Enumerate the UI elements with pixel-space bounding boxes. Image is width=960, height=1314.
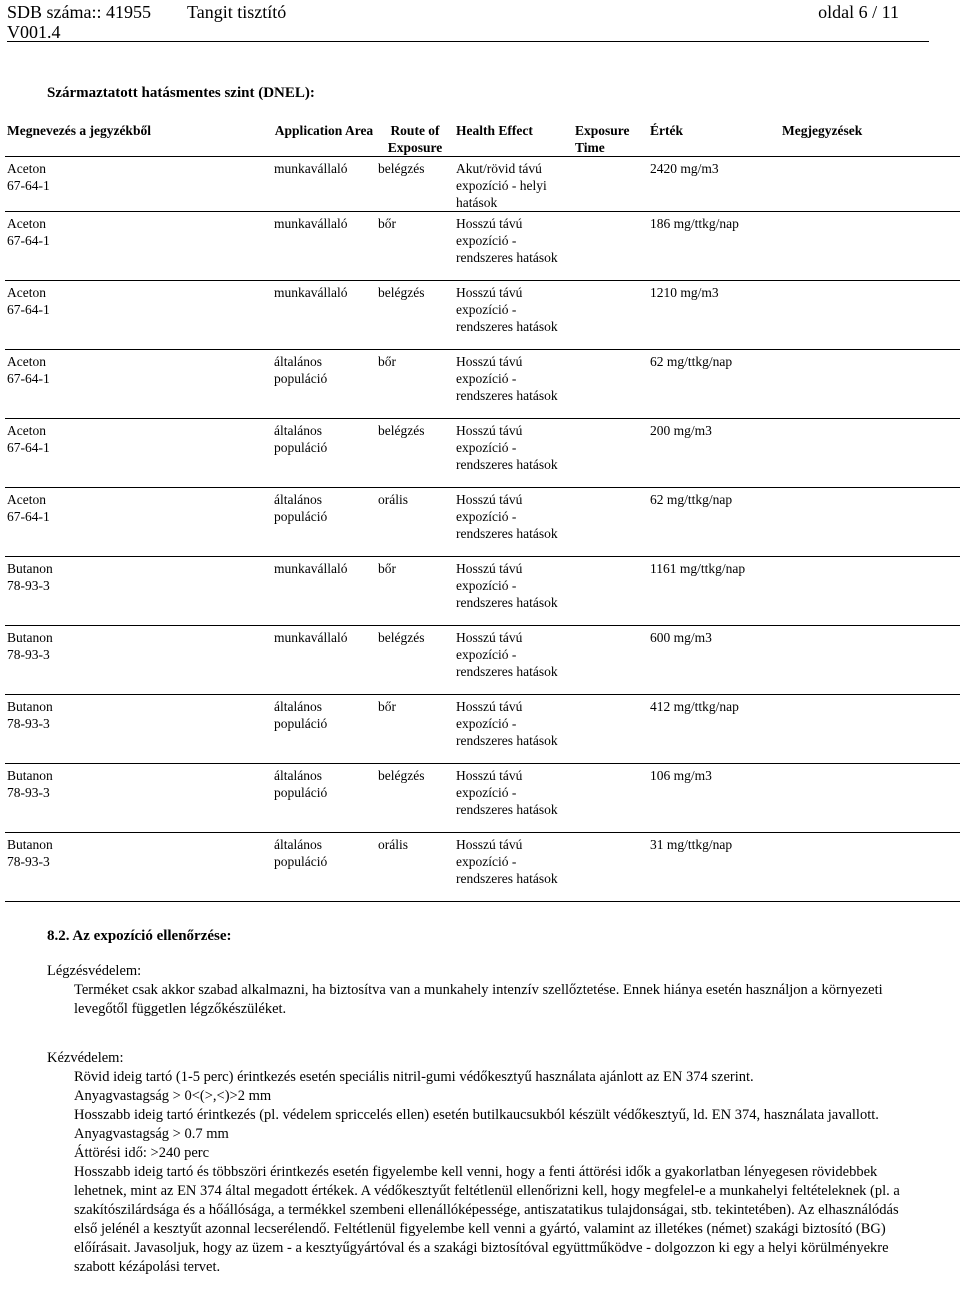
row-health-effect: Hosszú távú expozíció - rendszeres hatások xyxy=(456,561,558,610)
row-substance xyxy=(5,695,272,764)
row-value: 2420 mg/m3 xyxy=(650,161,719,176)
substance-name: Aceton xyxy=(7,285,46,300)
sdb-number: SDB száma:: 41955 xyxy=(7,2,151,22)
row-value: 412 mg/ttkg/nap xyxy=(650,699,739,714)
row-remarks xyxy=(780,695,960,764)
row-health-effect: Hosszú távú expozíció - rendszeres hatások xyxy=(456,630,558,679)
row-application-area: munkavállaló xyxy=(274,216,348,231)
row-exposure-time xyxy=(573,488,648,557)
substance-name: Butanon xyxy=(7,768,53,783)
row-health-effect: Akut/rövid távú expozíció - helyi hatások xyxy=(456,161,547,210)
table-row xyxy=(5,212,960,281)
row-substance xyxy=(5,626,272,695)
row-application-area: általános populáció xyxy=(274,354,328,386)
row-route-of-exposure: orális xyxy=(378,492,408,507)
row-health-effect: Hosszú távú expozíció - rendszeres hatások xyxy=(456,699,558,748)
header-health-effect: Health Effect xyxy=(456,123,533,138)
row-health-effect: Hosszú távú expozíció - rendszeres hatások xyxy=(456,492,558,541)
row-substance xyxy=(5,419,272,488)
row-substance xyxy=(5,488,272,557)
cas-number: 78-93-3 xyxy=(7,785,50,800)
row-health-effect: Hosszú távú expozíció - rendszeres hatások xyxy=(456,354,558,403)
dnel-table xyxy=(5,121,960,902)
respiratory-protection xyxy=(47,962,907,1019)
row-exposure-time xyxy=(573,833,648,902)
table-row xyxy=(5,557,960,626)
row-remarks xyxy=(780,419,960,488)
table-row xyxy=(5,157,960,212)
version-label: V001.4 xyxy=(7,22,61,42)
cas-number: 67-64-1 xyxy=(7,509,50,524)
row-health-effect: Hosszú távú expozíció - rendszeres hatások xyxy=(456,768,558,817)
hand-line: Anyagvastagság > 0.7 mm xyxy=(74,1126,229,1142)
header-route-of-exposure: Route of Exposure xyxy=(387,123,443,155)
cas-number: 78-93-3 xyxy=(7,716,50,731)
table-row xyxy=(5,419,960,488)
row-application-area: általános populáció xyxy=(274,837,328,869)
respiratory-text: Terméket csak akkor szabad alkalmazni, ha biztosítva van a munkahely intenzív szellőztetése. Ennek hiánya esetén használjon a környezeti levegőtől független légzőkészüléket. xyxy=(74,982,883,1017)
row-remarks xyxy=(780,350,960,419)
row-substance xyxy=(5,157,272,212)
page-header xyxy=(5,0,925,44)
substance-name: Butanon xyxy=(7,837,53,852)
table-row xyxy=(5,281,960,350)
row-application-area: általános populáció xyxy=(274,768,328,800)
header-application-area: Application Area xyxy=(274,123,374,138)
row-value: 62 mg/ttkg/nap xyxy=(650,492,733,507)
row-route-of-exposure: belégzés xyxy=(378,630,425,645)
hand-line: Hosszabb ideig tartó érintkezés (pl. védelem spriccelés ellen) esetén butilkaucsukból készült védőkesztyű, ld. EN 374, használata javallott. xyxy=(74,1107,879,1123)
row-exposure-time xyxy=(573,281,648,350)
substance-name: Aceton xyxy=(7,423,46,438)
header-exposure-time: Exposure Time xyxy=(575,123,630,155)
substance-name: Butanon xyxy=(7,699,53,714)
row-value: 600 mg/m3 xyxy=(650,630,712,645)
hand-line: Hosszabb ideig tartó és többszöri érintkezés esetén figyelembe kell venni, hogy a fenti áttörési idők a gyakorlatban lényegesen rövidebbek lehetnek, mint az EN 374 által megadott értékek. A védőkesztyűt feltétlenül ellenőrizni kell, hogy megfelel-e a munkahelyi feltételeknek (pl. a szakítószilárdsága és a hőállósága, a termékkel szembeni ellenállóképessége, antiszatatikus tulajdonságai, stb. tekintetében). Az elhasználódás első jelénél a kesztyűt azonnal lecserélendő. Feltétlenül figyelembe kell venni a gyártó, valamint az illetékes (német) szakági biztosító (BG) előírásait. Javasoljuk, hogy az üzem - a kesztyűgyártóval és a szakági biztosítóval együttműködve - dolgozzon ki egy a helyi körülményekre szabott kézápolási tervet. xyxy=(74,1164,900,1275)
table-row xyxy=(5,488,960,557)
substance-name: Butanon xyxy=(7,630,53,645)
hand-line: Anyagvastagság > 0<(>,<)>2 mm xyxy=(74,1088,272,1104)
exposure-control-title: 8.2. Az expozíció ellenőrzése: xyxy=(47,928,232,944)
cas-number: 67-64-1 xyxy=(7,371,50,386)
hand-line: Áttörési idő: >240 perc xyxy=(74,1145,210,1161)
row-route-of-exposure: bőr xyxy=(378,561,396,576)
row-route-of-exposure: belégzés xyxy=(378,161,425,176)
page-number: oldal 6 / 11 xyxy=(818,2,899,22)
table-row xyxy=(5,833,960,902)
row-value: 62 mg/ttkg/nap xyxy=(650,354,733,369)
cas-number: 67-64-1 xyxy=(7,440,50,455)
row-exposure-time xyxy=(573,557,648,626)
row-route-of-exposure: bőr xyxy=(378,699,396,714)
row-health-effect: Hosszú távú expozíció - rendszeres hatások xyxy=(456,837,558,886)
substance-name: Aceton xyxy=(7,354,46,369)
dnel-section-title: Származtatott hatásmentes szint (DNEL): xyxy=(47,85,315,101)
row-application-area: munkavállaló xyxy=(274,630,348,645)
row-remarks xyxy=(780,833,960,902)
row-application-area: munkavállaló xyxy=(274,561,348,576)
row-value: 106 mg/m3 xyxy=(650,768,712,783)
row-route-of-exposure: orális xyxy=(378,837,408,852)
row-value: 31 mg/ttkg/nap xyxy=(650,837,733,852)
cas-number: 67-64-1 xyxy=(7,302,50,317)
hand-line: Rövid ideig tartó (1-5 perc) érintkezés esetén speciális nitril-gumi védőkesztyű használata ajánlott az EN 374 szerint. xyxy=(74,1069,754,1085)
row-route-of-exposure: belégzés xyxy=(378,423,425,438)
hand-label: Kézvédelem: xyxy=(47,1050,124,1066)
row-health-effect: Hosszú távú expozíció - rendszeres hatások xyxy=(456,216,558,265)
row-substance xyxy=(5,557,272,626)
row-health-effect: Hosszú távú expozíció - rendszeres hatások xyxy=(456,423,558,472)
substance-name: Aceton xyxy=(7,492,46,507)
cas-number: 78-93-3 xyxy=(7,854,50,869)
row-value: 186 mg/ttkg/nap xyxy=(650,216,739,231)
cas-number: 78-93-3 xyxy=(7,647,50,662)
row-application-area: általános populáció xyxy=(274,423,328,455)
row-remarks xyxy=(780,212,960,281)
header-name: Megnevezés a jegyzékből xyxy=(7,123,151,138)
row-value: 1161 mg/ttkg/nap xyxy=(650,561,746,576)
row-remarks xyxy=(780,626,960,695)
row-substance xyxy=(5,212,272,281)
row-value: 200 mg/m3 xyxy=(650,423,712,438)
row-exposure-time xyxy=(573,350,648,419)
cas-number: 67-64-1 xyxy=(7,233,50,248)
substance-name: Aceton xyxy=(7,161,46,176)
table-row xyxy=(5,350,960,419)
respiratory-label: Légzésvédelem: xyxy=(47,963,142,979)
row-remarks xyxy=(780,557,960,626)
row-remarks xyxy=(780,281,960,350)
row-remarks xyxy=(780,157,960,212)
substance-name: Butanon xyxy=(7,561,53,576)
row-application-area: általános populáció xyxy=(274,492,328,524)
row-exposure-time xyxy=(573,212,648,281)
row-remarks xyxy=(780,764,960,833)
product-title: Tangit tisztító xyxy=(187,2,287,22)
row-substance xyxy=(5,764,272,833)
row-health-effect: Hosszú távú expozíció - rendszeres hatások xyxy=(456,285,558,334)
table-row xyxy=(5,764,960,833)
dnel-table-body xyxy=(5,157,960,902)
cas-number: 67-64-1 xyxy=(7,178,50,193)
row-substance xyxy=(5,281,272,350)
cas-number: 78-93-3 xyxy=(7,578,50,593)
row-remarks xyxy=(780,488,960,557)
header-remarks: Megjegyzések xyxy=(782,123,863,138)
row-value: 1210 mg/m3 xyxy=(650,285,719,300)
table-header-row xyxy=(5,121,960,157)
row-route-of-exposure: belégzés xyxy=(378,285,425,300)
hand-protection xyxy=(47,1049,907,1277)
row-substance xyxy=(5,833,272,902)
row-exposure-time xyxy=(573,764,648,833)
header-value: Érték xyxy=(650,123,683,138)
substance-name: Aceton xyxy=(7,216,46,231)
row-exposure-time xyxy=(573,626,648,695)
row-application-area: munkavállaló xyxy=(274,285,348,300)
table-row xyxy=(5,626,960,695)
row-exposure-time xyxy=(573,419,648,488)
table-row xyxy=(5,695,960,764)
row-route-of-exposure: belégzés xyxy=(378,768,425,783)
row-exposure-time xyxy=(573,695,648,764)
row-route-of-exposure: bőr xyxy=(378,354,396,369)
row-substance xyxy=(5,350,272,419)
header-divider xyxy=(7,41,929,42)
row-route-of-exposure: bőr xyxy=(378,216,396,231)
row-exposure-time xyxy=(573,157,648,212)
row-application-area: általános populáció xyxy=(274,699,328,731)
row-application-area: munkavállaló xyxy=(274,161,348,176)
